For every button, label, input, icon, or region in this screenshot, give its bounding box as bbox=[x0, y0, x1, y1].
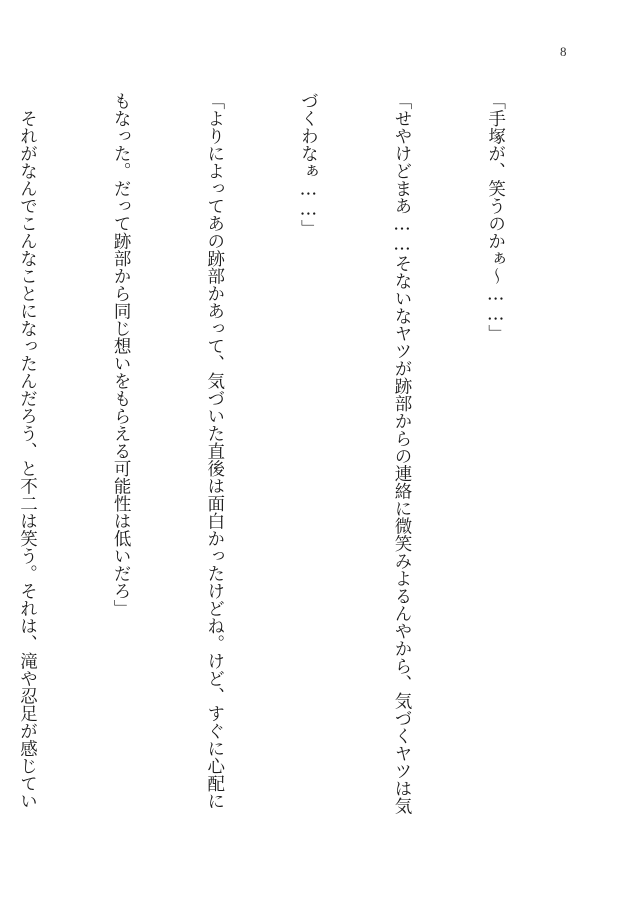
page-number: 8 bbox=[560, 44, 567, 59]
text-line: 「せやけどまあ……そないなヤツが跡部からの連絡に微笑みよるんやから、気づくヤツは気 bbox=[391, 92, 412, 815]
text-line: もなった。だって跡部から同じ想いをもらえる可能性は低いだろ」 bbox=[111, 92, 132, 617]
vertical-text-body bbox=[0, 92, 573, 852]
text-line: づくわなぁ……」 bbox=[298, 92, 319, 237]
text-line: 「よりによってあの跡部かあって、気づいた直後は面白かったけどね。けど、すぐに心配に bbox=[204, 92, 225, 810]
text-line: それがなんでこんなことになったんだろう、と不二は笑う。それは、滝や忍足が感じてい bbox=[17, 92, 38, 810]
text-line: 「手塚が、笑うのかぁ〜……」 bbox=[485, 92, 506, 342]
